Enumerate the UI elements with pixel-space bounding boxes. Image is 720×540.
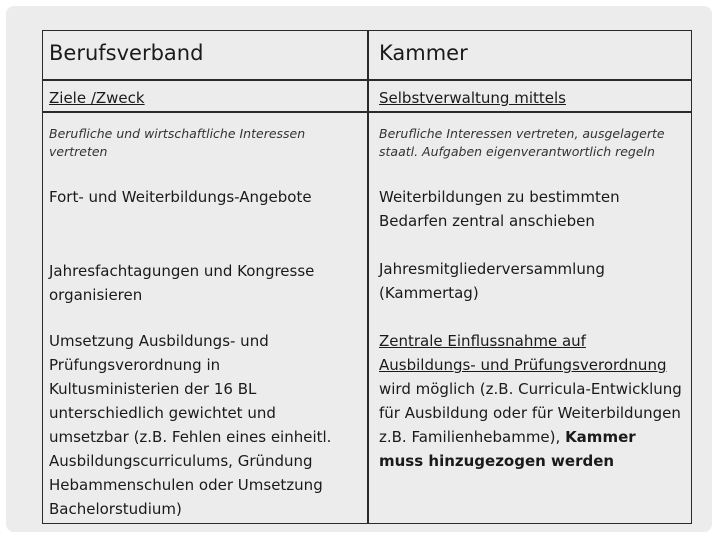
row4-left: Umsetzung Ausbildungs- und Prüfungsverordnung in Kultusministerien der 16 BL unterschiedlich gewichtet und umsetzbar (z.B. Fehlen eines einheitl. Ausbildungscurriculums, Gründung Hebammenschulen oder Umsetzung Bachelorstudium) — [49, 332, 332, 518]
column-divider — [367, 31, 369, 523]
subheader-ziele-zweck: Ziele /Zweck — [49, 89, 145, 107]
row1-right: Berufliche Interessen vertreten, ausgelagerte staatl. Aufgaben eigenverantwortlich regeln — [379, 126, 665, 159]
header-berufsverband: Berufsverband — [49, 41, 204, 65]
comparison-table — [42, 30, 692, 524]
subheader-selbstverwaltung: Selbstverwaltung mittels — [379, 89, 566, 107]
row3-right: Jahresmitgliederversammlung (Kammertag) — [379, 260, 605, 302]
row2-left: Fort- und Weiterbildungs-Angebote — [49, 188, 312, 206]
row4-right-bold: Kammer muss hinzugezogen werden — [379, 428, 636, 470]
row4-right — [373, 329, 691, 473]
row4-right-plain: wird möglich (z.B. Curricula-Entwicklung für Ausbildung oder für Weiterbildungen z.B. Familienhebamme), — [379, 380, 682, 446]
row1-left: Berufliche und wirtschaftliche Interessen vertreten — [49, 126, 306, 159]
row2-right: Weiterbildungen zu bestimmten Bedarfen zentral anschieben — [379, 188, 620, 230]
slide-background — [6, 6, 712, 532]
row4-right-underlined: Zentrale Einflussnahme auf Ausbildungs- und Prüfungsverordnung — [379, 332, 667, 374]
row3-left: Jahresfachtagungen und Kongresse organisieren — [49, 262, 315, 304]
row-divider — [43, 111, 691, 113]
header-kammer: Kammer — [379, 41, 468, 65]
row-divider — [43, 79, 691, 81]
